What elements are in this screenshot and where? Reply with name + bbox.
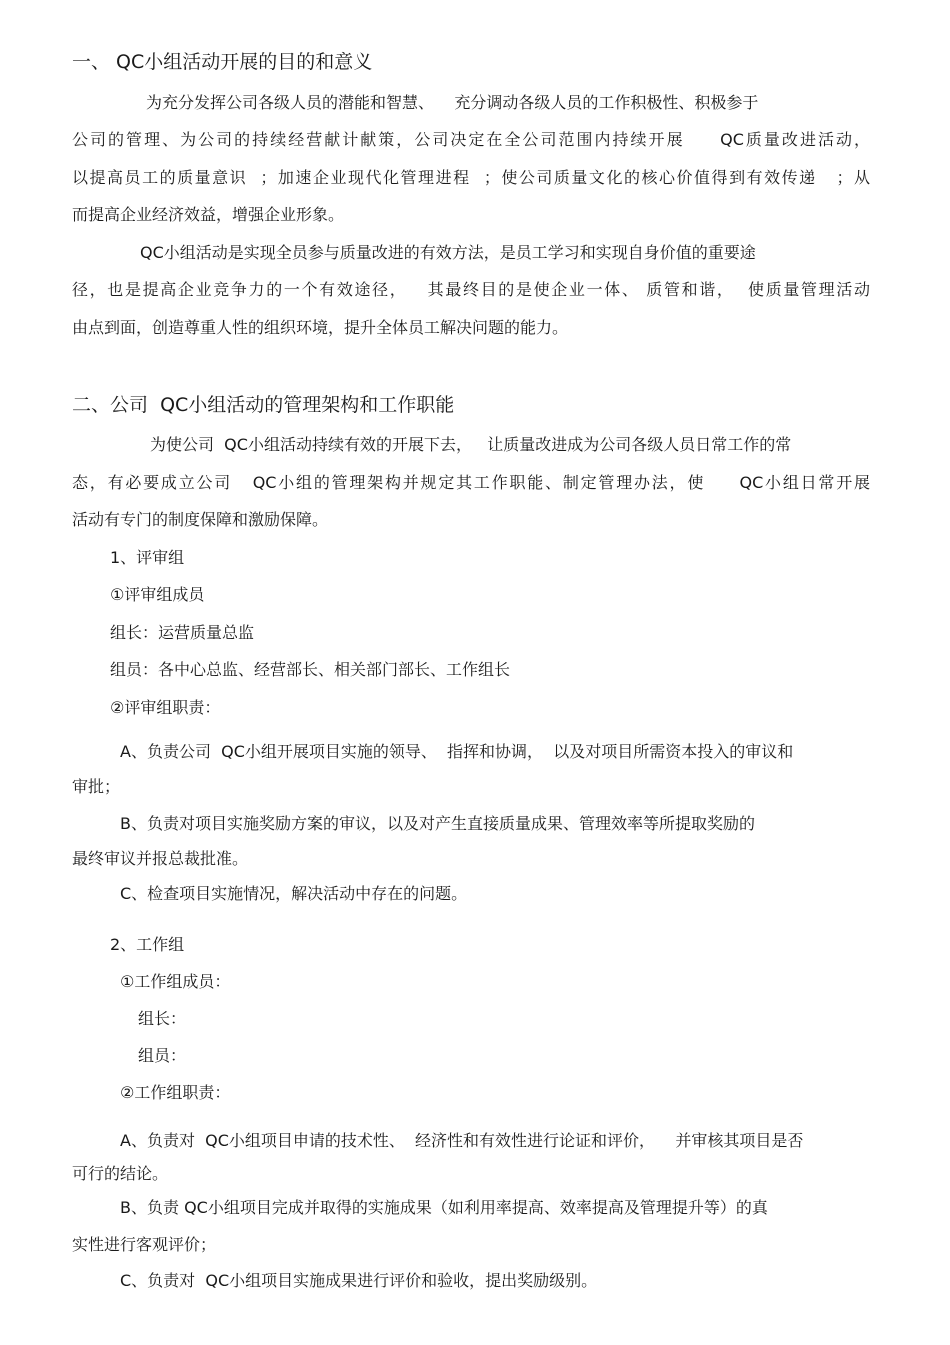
work-group-duty-c: C、负责对 QC小组项目实施成果进行评价和验收，提出奖励级别。 <box>120 1271 598 1290</box>
section-2-intro-line3: 活动有专门的制度保障和激励保障。 <box>72 510 329 529</box>
review-group-heading: 1、评审组 <box>110 548 185 567</box>
work-group-duties-heading: ②工作组职责： <box>120 1083 231 1102</box>
section-1-title: 一、 QC小组活动开展的目的和意义 <box>72 51 373 73</box>
section-1-para1-line4: 而提高企业经济效益，增强企业形象。 <box>72 205 345 224</box>
section-1-para2-line3: 由点到面，创造尊重人性的组织环境，提升全体员工解决问题的能力。 <box>72 318 569 337</box>
section-1-para2-line1: QC小组活动是实现全员参与质量改进的有效方法，是员工学习和实现自身价值的重要途 <box>140 243 756 262</box>
work-group-leader: 组长： <box>138 1009 187 1028</box>
review-group-duty-a-line2: 审批； <box>72 777 121 796</box>
section-2-intro-line2: 态，有必要成立公司 QC小组的管理架构并规定其工作职能、制定管理办法，使 QC小组日常开展 <box>72 473 870 492</box>
review-group-duties-heading: ②评审组职责： <box>110 698 221 717</box>
work-group-heading: 2、工作组 <box>110 935 185 954</box>
section-2-title: 二、公司 QC小组活动的管理架构和工作职能 <box>72 394 455 416</box>
work-group-duty-a-line1: A、负责对 QC小组项目申请的技术性、 经济性和有效性进行论证和评价， 并审核其项目是否 <box>120 1131 804 1150</box>
review-group-members: 组员：各中心总监、经营部长、相关部门部长、工作组长 <box>110 660 511 679</box>
work-group-duty-b-line2: 实性进行客观评价； <box>72 1235 217 1254</box>
review-group-duty-b-line1: B、负责对项目实施奖励方案的审议，以及对产生直接质量成果、管理效率等所提取奖励的 <box>120 814 755 833</box>
review-group-duty-b-line2: 最终审议并报总裁批准。 <box>72 849 249 868</box>
section-1-para1-line2: 公司的管理、为公司的持续经营献计献策，公司决定在全公司范围内持续开展 QC质量改进活动， <box>72 130 870 149</box>
work-group-members: 组员： <box>138 1046 187 1065</box>
work-group-members-heading: ①工作组成员： <box>120 972 231 991</box>
section-1-para2-line2: 径，也是提高企业竞争力的一个有效途径， 其最终目的是使企业一体、 质管和谐， 使质量管理活动 <box>72 280 870 299</box>
review-group-duty-a-line1: A、负责公司 QC小组开展项目实施的领导、 指挥和协调， 以及对项目所需资本投入的审议和 <box>120 742 794 761</box>
review-group-leader: 组长：运营质量总监 <box>110 623 255 642</box>
section-1-para1-line3: 以提高员工的质量意识 ；加速企业现代化管理进程 ；使公司质量文化的核心价值得到有效传递 ；从 <box>72 168 870 187</box>
section-2-intro-line1: 为使公司 QC小组活动持续有效的开展下去， 让质量改进成为公司各级人员日常工作的常 <box>150 435 792 454</box>
work-group-duty-a-line2: 可行的结论。 <box>72 1164 169 1183</box>
section-1-para1-line1: 为充分发挥公司各级人员的潜能和智慧、 充分调动各级人员的工作积极性、积极参于 <box>146 93 759 112</box>
review-group-duty-c: C、检查项目实施情况，解决活动中存在的问题。 <box>120 884 468 903</box>
work-group-duty-b-line1: B、负责 QC小组项目完成并取得的实施成果（如利用率提高、效率提高及管理提升等）的真 <box>120 1198 768 1217</box>
review-group-members-heading: ①评审组成员 <box>110 585 205 604</box>
